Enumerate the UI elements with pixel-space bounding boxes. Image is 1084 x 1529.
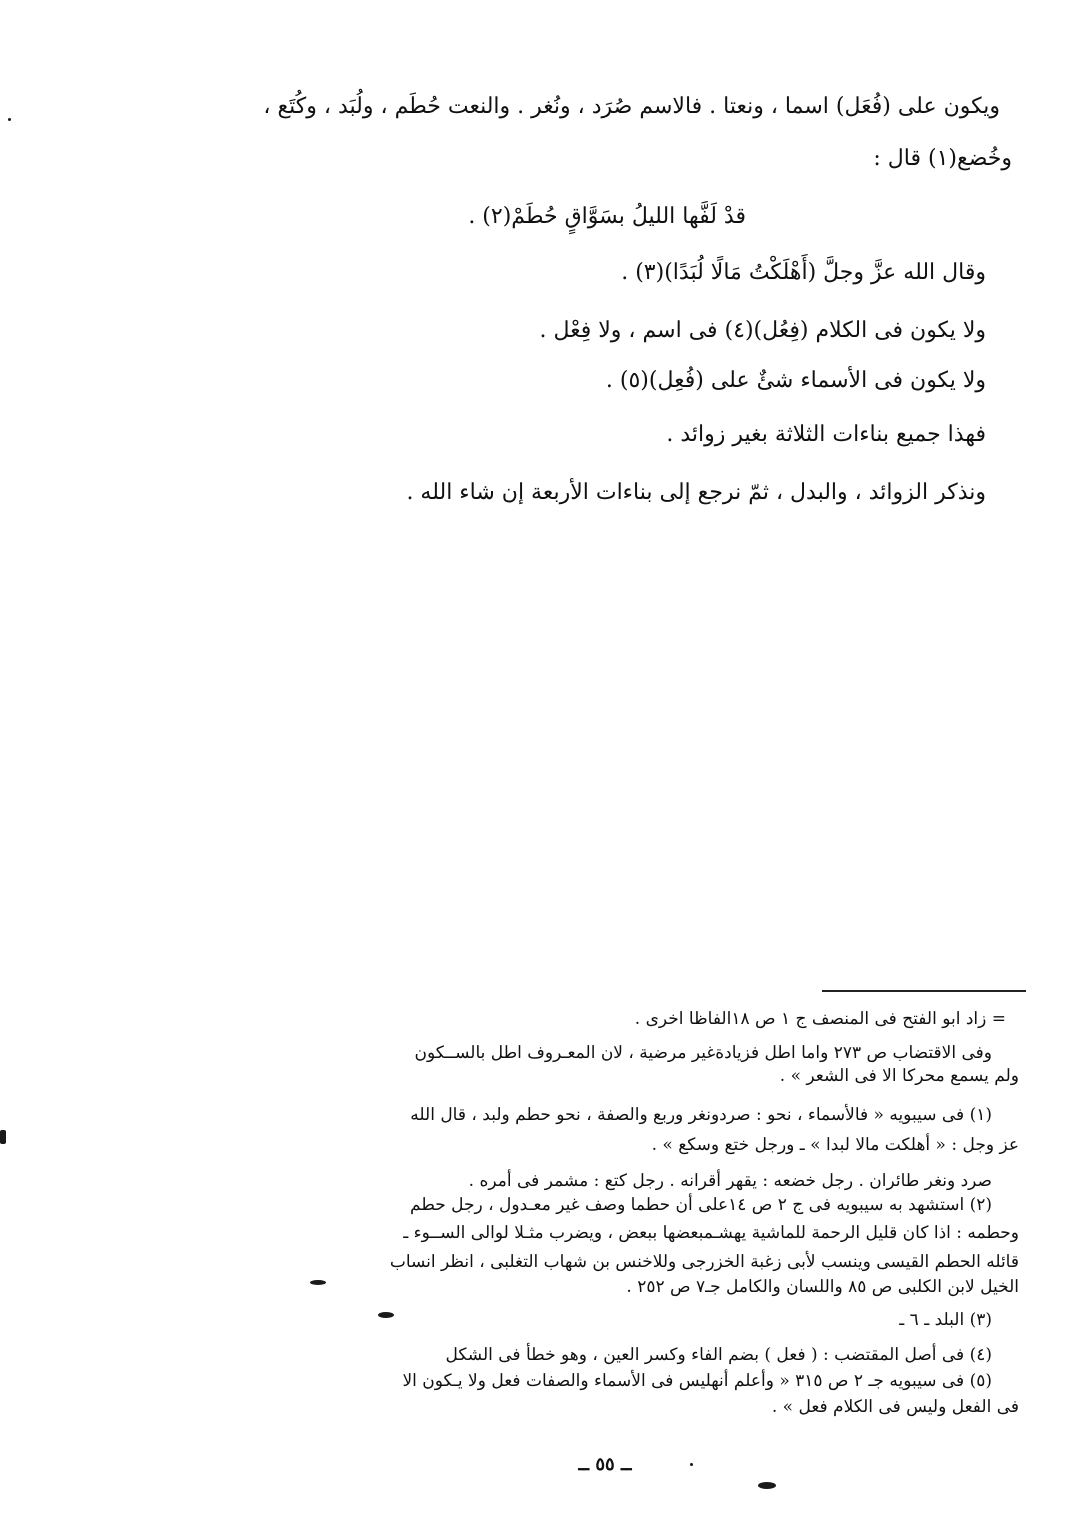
scan-speck (8, 118, 11, 121)
page-number: ــ ٥٥ ــ (578, 1454, 632, 1475)
footnote-line-2: وفى الاقتضاب ص ٢٧٣ واما اطل فزيادةغير مرضية ، لان المعـروف اطل بالســكون (414, 1043, 992, 1063)
footnote-line-12: (٤) فى أصل المقتضب : ( فعل ) بضم الفاء وكسر العين ، وهو خطأ فى الشكل (445, 1345, 992, 1365)
body-line-7: فهذا جميع بناءات الثلاثة بغير زوائد . (666, 422, 986, 447)
body-line-8: ونذكر الزوائد ، والبدل ، ثمّ نرجع إلى بناءات الأربعة إن شاء الله . (406, 480, 986, 505)
body-line-2: وخُضع(١) قال : (873, 146, 1012, 171)
footnote-line-5: عز وجل : « أهلكت مالا لبدا » ـ ورجل ختع وسكع » . (651, 1135, 1019, 1155)
footnote-line-9: قائله الحطم القيسى وينسب لأبى زغبة الخزرجى وللاخنس بن شهاب التغلبى ، انظر انساب (389, 1252, 1019, 1272)
footnote-line-1: = زاد ابو الفتح فى المنصف ج ١ ص ١٨الفاظا اخرى . (634, 1009, 1006, 1029)
body-line-1: ويكون على (فُعَل) اسما ، ونعتا . فالاسم صُرَد ، ونُغر . والنعت حُطَم ، ولُبَد ، وكُتَع ، (263, 94, 1000, 119)
footnote-line-4: (١) فى سيبويه « فالأسماء ، نحو : صردونغر وربع والصفة ، نحو حطم ولبد ، قال الله (410, 1105, 992, 1125)
verse-line: قدْ لَفَّها الليلُ بسَوَّاقٍ حُطَمْ(٢) . (468, 204, 746, 229)
footnote-line-11: (٣) البلد ـ ٦ ـ (899, 1310, 992, 1330)
footnote-line-14: فى الفعل وليس فى الكلام فعل » . (771, 1397, 1019, 1417)
scan-speck (0, 1130, 6, 1144)
scan-speck (310, 1280, 326, 1285)
footnote-line-13: (٥) فى سيبويه جـ ٢ ص ٣١٥ « وأعلم أنهليس فى الأسماء والصفات فعل ولا يـكون الا (402, 1371, 992, 1391)
footnote-separator (822, 990, 1026, 992)
footnote-line-7: (٢) استشهد به سيبويه فى ج ٢ ص ١٤على أن حطما وصف غير معـدول ، رجل حطم (410, 1195, 992, 1215)
footnote-line-8: وحطمه : اذا كان قليل الرحمة للماشية يهشـمبعضها ببعض ، ويضرب مثـلا لوالى الســوء ـ (403, 1223, 1019, 1243)
footnote-line-6: صرد ونغر طائران . رجل خضعه : يقهر أقرانه . رجل كتع : مشمر فى أمره . (468, 1171, 992, 1191)
body-line-5: ولا يكون فى الكلام (فِعُل)(٤) فى اسم ، ولا فِعْل . (539, 318, 986, 343)
footnote-line-3: ولم يسمع محركا الا فى الشعر » . (779, 1066, 1019, 1086)
scan-speck (758, 1482, 776, 1489)
body-line-4: وقال الله عزَّ وجلَّ (أَهْلَكْتُ مَالًا لُبَدًا)(٣) . (621, 260, 986, 285)
body-line-6: ولا يكون فى الأسماء شئٌ على (فُعِل)(٥) . (605, 368, 986, 393)
footnote-line-10: الخيل لابن الكلبى ص ٨٥ واللسان والكامل جـ٧ ص ٢٥٢ . (626, 1277, 1019, 1297)
scan-speck (378, 1312, 394, 1318)
scan-speck (690, 1463, 693, 1466)
